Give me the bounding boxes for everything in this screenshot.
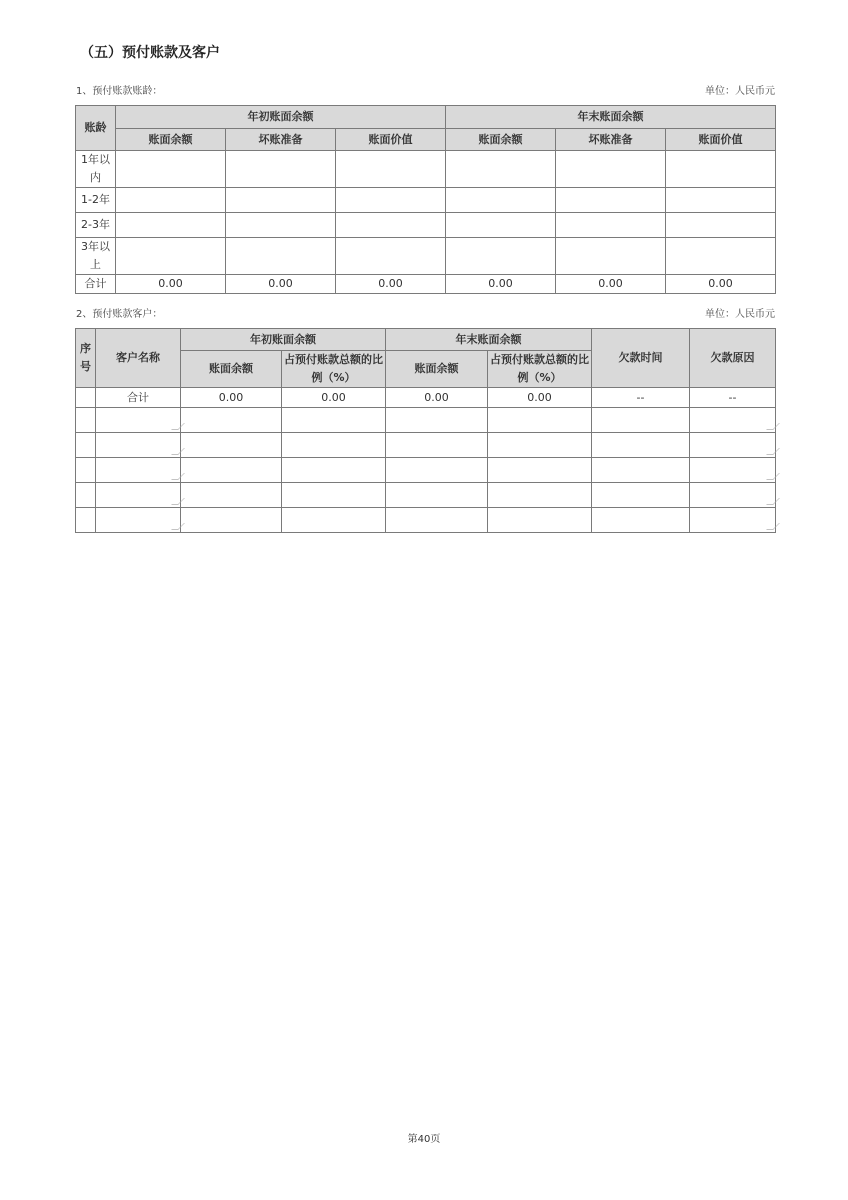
total-value: 0.00 xyxy=(446,275,556,294)
total-value: 0.00 xyxy=(488,388,592,408)
total-value: 0.00 xyxy=(556,275,666,294)
total-value: 0.00 xyxy=(336,275,446,294)
input-cell[interactable] xyxy=(488,408,592,433)
aging-table xyxy=(75,105,776,294)
reason-input[interactable] xyxy=(690,458,776,483)
customer-name-input[interactable] xyxy=(96,483,181,508)
input-cell[interactable] xyxy=(282,433,386,458)
input-cell[interactable] xyxy=(666,188,776,213)
input-cell[interactable] xyxy=(556,213,666,238)
reason-input[interactable] xyxy=(690,433,776,458)
row-no xyxy=(76,483,96,508)
col-name-header: 客户名称 xyxy=(96,329,181,388)
input-cell[interactable] xyxy=(386,433,488,458)
customer-name-input[interactable] xyxy=(96,458,181,483)
input-cell[interactable] xyxy=(336,238,446,275)
input-cell[interactable] xyxy=(226,151,336,188)
input-cell[interactable] xyxy=(282,408,386,433)
input-cell[interactable] xyxy=(488,483,592,508)
total-value: 0.00 xyxy=(282,388,386,408)
input-cell[interactable] xyxy=(592,433,690,458)
input-cell[interactable] xyxy=(282,458,386,483)
input-cell[interactable] xyxy=(592,483,690,508)
group-begin-header: 年初账面余额 xyxy=(181,329,386,351)
total-reason: -- xyxy=(690,388,776,408)
input-cell[interactable] xyxy=(488,458,592,483)
input-cell[interactable] xyxy=(386,458,488,483)
row-label: 1年以内 xyxy=(76,151,116,188)
table-row xyxy=(76,408,776,433)
total-value: 0.00 xyxy=(386,388,488,408)
input-cell[interactable] xyxy=(116,188,226,213)
input-cell[interactable] xyxy=(556,188,666,213)
input-cell[interactable] xyxy=(666,151,776,188)
input-cell[interactable] xyxy=(386,508,488,533)
total-label: 合计 xyxy=(96,388,181,408)
input-cell[interactable] xyxy=(488,508,592,533)
table-row xyxy=(76,188,776,213)
table1-caption: 1、预付账款账龄： xyxy=(76,86,163,97)
col-time-header: 欠款时间 xyxy=(592,329,690,388)
total-value: 0.00 xyxy=(666,275,776,294)
input-cell[interactable] xyxy=(386,408,488,433)
input-cell[interactable] xyxy=(446,238,556,275)
table-row xyxy=(76,508,776,533)
section-title: （五）预付账款及客户 xyxy=(80,45,220,61)
sub-value-header: 账面价值 xyxy=(336,129,446,151)
input-cell[interactable] xyxy=(446,213,556,238)
row-no xyxy=(76,508,96,533)
total-label: 合计 xyxy=(76,275,116,294)
table-row xyxy=(76,213,776,238)
input-cell[interactable] xyxy=(556,238,666,275)
resize-handle-icon[interactable] xyxy=(766,473,780,480)
sub-balance-header: 账面余额 xyxy=(116,129,226,151)
sub-ratio-header: 占预付账款总额的比例（%） xyxy=(488,351,592,388)
input-cell[interactable] xyxy=(666,213,776,238)
total-row xyxy=(76,275,776,294)
input-cell[interactable] xyxy=(336,213,446,238)
col-reason-header: 欠款原因 xyxy=(690,329,776,388)
total-value: 0.00 xyxy=(226,275,336,294)
col-no-header: 序号 xyxy=(76,329,96,388)
input-cell[interactable] xyxy=(181,433,282,458)
group-begin-header: 年初账面余额 xyxy=(116,106,446,129)
input-cell[interactable] xyxy=(592,408,690,433)
resize-handle-icon[interactable] xyxy=(766,498,780,505)
reason-input[interactable] xyxy=(690,508,776,533)
input-cell[interactable] xyxy=(181,408,282,433)
row-label: 2-3年 xyxy=(76,213,116,238)
input-cell[interactable] xyxy=(336,151,446,188)
sub-ratio-header: 占预付账款总额的比例（%） xyxy=(282,351,386,388)
sub-balance-header: 账面余额 xyxy=(386,351,488,388)
resize-handle-icon[interactable] xyxy=(766,448,780,455)
col-age-header: 账龄 xyxy=(76,106,116,151)
input-cell[interactable] xyxy=(592,508,690,533)
row-label: 1-2年 xyxy=(76,188,116,213)
customer-name-input[interactable] xyxy=(96,508,181,533)
resize-handle-icon[interactable] xyxy=(766,423,780,430)
input-cell[interactable] xyxy=(336,188,446,213)
input-cell[interactable] xyxy=(181,508,282,533)
table1-unit: 单位：人民币元 xyxy=(705,86,775,97)
table2-unit: 单位：人民币元 xyxy=(705,309,775,320)
page-number: 第40页 xyxy=(407,1134,441,1145)
reason-input[interactable] xyxy=(690,483,776,508)
total-value: 0.00 xyxy=(116,275,226,294)
input-cell[interactable] xyxy=(282,508,386,533)
input-cell[interactable] xyxy=(181,458,282,483)
input-cell[interactable] xyxy=(116,151,226,188)
input-cell[interactable] xyxy=(592,458,690,483)
group-end-header: 年末账面余额 xyxy=(386,329,592,351)
customer-name-input[interactable] xyxy=(96,433,181,458)
sub-value-header: 账面价值 xyxy=(666,129,776,151)
input-cell[interactable] xyxy=(282,483,386,508)
input-cell[interactable] xyxy=(226,238,336,275)
group-end-header: 年末账面余额 xyxy=(446,106,776,129)
table2-caption: 2、预付账款客户： xyxy=(76,309,163,320)
input-cell[interactable] xyxy=(666,238,776,275)
input-cell[interactable] xyxy=(556,151,666,188)
customer-name-input[interactable] xyxy=(96,408,181,433)
row-no xyxy=(76,458,96,483)
table-row xyxy=(76,483,776,508)
table-row xyxy=(76,238,776,275)
row-no xyxy=(76,408,96,433)
input-cell[interactable] xyxy=(116,213,226,238)
input-cell[interactable] xyxy=(181,483,282,508)
total-value: 0.00 xyxy=(181,388,282,408)
sub-reserve-header: 坏账准备 xyxy=(226,129,336,151)
resize-handle-icon[interactable] xyxy=(766,523,780,530)
input-cell[interactable] xyxy=(488,433,592,458)
table-row xyxy=(76,433,776,458)
reason-input[interactable] xyxy=(690,408,776,433)
input-cell[interactable] xyxy=(446,188,556,213)
sub-balance-header: 账面余额 xyxy=(446,129,556,151)
sub-reserve-header: 坏账准备 xyxy=(556,129,666,151)
row-label: 3年以上 xyxy=(76,238,116,275)
table-row xyxy=(76,151,776,188)
row-no xyxy=(76,433,96,458)
input-cell[interactable] xyxy=(226,188,336,213)
input-cell[interactable] xyxy=(446,151,556,188)
input-cell[interactable] xyxy=(386,483,488,508)
total-row xyxy=(76,388,776,408)
input-cell[interactable] xyxy=(226,213,336,238)
input-cell[interactable] xyxy=(116,238,226,275)
total-time: -- xyxy=(592,388,690,408)
sub-balance-header: 账面余额 xyxy=(181,351,282,388)
table-row xyxy=(76,458,776,483)
row-no xyxy=(76,388,96,408)
customer-table xyxy=(75,328,776,533)
